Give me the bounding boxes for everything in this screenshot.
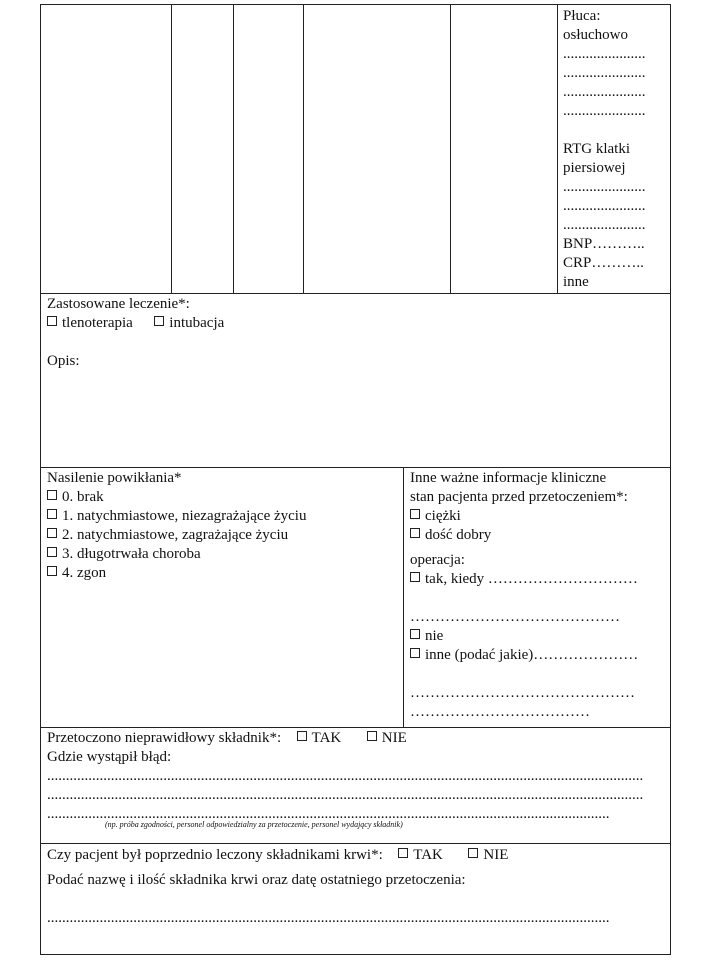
state-heavy-option[interactable]: ciężki	[410, 507, 666, 526]
other-label: inne	[563, 274, 589, 290]
dotted-field[interactable]: ......................................................................................................................................................	[47, 910, 610, 926]
dotted-field[interactable]: ……………………………………	[410, 609, 620, 625]
wrong-component-section	[47, 729, 665, 830]
checkbox-icon[interactable]	[468, 848, 478, 858]
checkbox-icon[interactable]	[47, 547, 57, 557]
column-divider	[171, 5, 172, 293]
column-divider	[450, 5, 451, 293]
crp-field[interactable]: CRP………..	[563, 255, 644, 271]
lungs-title: Płuca:	[563, 8, 601, 24]
dotted-field[interactable]: ......................	[563, 179, 646, 195]
dotted-field[interactable]: ………………………………………	[410, 685, 635, 701]
severity-option[interactable]: 2. natychmiastowe, zagrażające życiu	[47, 526, 397, 545]
clinical-info-section	[410, 469, 666, 722]
patient-state-label: stan pacjenta przed przetoczeniem*:	[410, 489, 628, 505]
bnp-field[interactable]: BNP………..	[563, 236, 645, 252]
column-divider	[557, 5, 558, 293]
checkbox-icon[interactable]	[410, 528, 420, 538]
wrong-no-option[interactable]: NIE	[367, 730, 407, 746]
dotted-field[interactable]: ......................	[563, 65, 646, 81]
operation-no-option[interactable]: nie	[410, 627, 666, 646]
section-divider	[41, 293, 670, 294]
previous-treatment-question: Czy pacjent był poprzednio leczony składnikami krwi*:	[47, 847, 383, 863]
column-divider	[303, 5, 304, 293]
hint-note: (np. próba zgodności, personel odpowiedzialny za przetoczenie, personel wydający składnik)	[105, 820, 403, 829]
checkbox-icon[interactable]	[47, 509, 57, 519]
severity-section	[47, 469, 397, 583]
section-divider	[41, 727, 670, 728]
previous-yes-option[interactable]: TAK	[398, 847, 443, 863]
dotted-field[interactable]: ......................	[563, 103, 646, 119]
dotted-field[interactable]: ………………………………	[410, 704, 590, 720]
section-divider	[41, 843, 670, 844]
dotted-field[interactable]: ......................	[563, 217, 646, 233]
report-form	[40, 4, 671, 955]
severity-title: Nasilenie powikłania*	[47, 470, 182, 486]
blood-component-instruction: Podać nazwę i ilość składnika krwi oraz datę ostatniego przetoczenia:	[47, 872, 466, 888]
previous-treatment-section	[47, 846, 665, 928]
checkbox-icon[interactable]	[410, 572, 420, 582]
column-divider	[403, 467, 404, 727]
wrong-component-question: Przetoczono nieprawidłowy składnik*:	[47, 730, 282, 746]
treatment-section	[47, 295, 647, 371]
wrong-yes-option[interactable]: TAK	[297, 730, 342, 746]
oxygen-therapy-option[interactable]: tlenoterapia	[47, 315, 133, 331]
checkbox-icon[interactable]	[47, 490, 57, 500]
treatment-title: Zastosowane leczenie*:	[47, 296, 190, 312]
previous-no-option[interactable]: NIE	[468, 847, 508, 863]
dotted-field[interactable]: ......................	[563, 46, 646, 62]
checkbox-icon[interactable]	[47, 528, 57, 538]
state-good-option[interactable]: dość dobry	[410, 526, 666, 545]
operation-other-option[interactable]: inne (podać jakie)…………………	[410, 646, 666, 665]
error-location-label: Gdzie wystąpił błąd:	[47, 749, 172, 765]
checkbox-icon[interactable]	[410, 648, 420, 658]
checkbox-icon[interactable]	[398, 848, 408, 858]
xray-label-2: piersiowej	[563, 160, 626, 176]
dotted-field[interactable]: ...............................................................................................................................................................	[47, 768, 644, 784]
column-divider	[233, 5, 234, 293]
lung-exam-cell	[563, 7, 667, 292]
checkbox-icon[interactable]	[410, 509, 420, 519]
severity-option[interactable]: 4. zgon	[47, 564, 397, 583]
intubation-option[interactable]: intubacja	[154, 315, 224, 331]
checkbox-icon[interactable]	[367, 731, 377, 741]
dotted-field[interactable]: ...............................................................................................................................................................	[47, 787, 644, 803]
description-label: Opis:	[47, 353, 80, 369]
checkbox-icon[interactable]	[47, 566, 57, 576]
clinical-title: Inne ważne informacje kliniczne	[410, 470, 607, 486]
auscultation-label: osłuchowo	[563, 27, 628, 43]
checkbox-icon[interactable]	[154, 316, 164, 326]
operation-label: operacja:	[410, 552, 465, 568]
xray-label: RTG klatki	[563, 141, 631, 157]
checkbox-icon[interactable]	[47, 316, 57, 326]
dotted-field[interactable]: ......................	[563, 198, 646, 214]
severity-option[interactable]: 0. brak	[47, 488, 397, 507]
section-divider	[41, 467, 670, 468]
dotted-field[interactable]: ......................	[563, 84, 646, 100]
operation-yes-option[interactable]: tak, kiedy …………………………	[410, 570, 666, 589]
severity-option[interactable]: 3. długotrwała choroba	[47, 545, 397, 564]
checkbox-icon[interactable]	[410, 629, 420, 639]
severity-option[interactable]: 1. natychmiastowe, niezagrażające życiu	[47, 507, 397, 526]
checkbox-icon[interactable]	[297, 731, 307, 741]
dotted-field[interactable]: ......................................................................................................................................................	[47, 806, 610, 822]
